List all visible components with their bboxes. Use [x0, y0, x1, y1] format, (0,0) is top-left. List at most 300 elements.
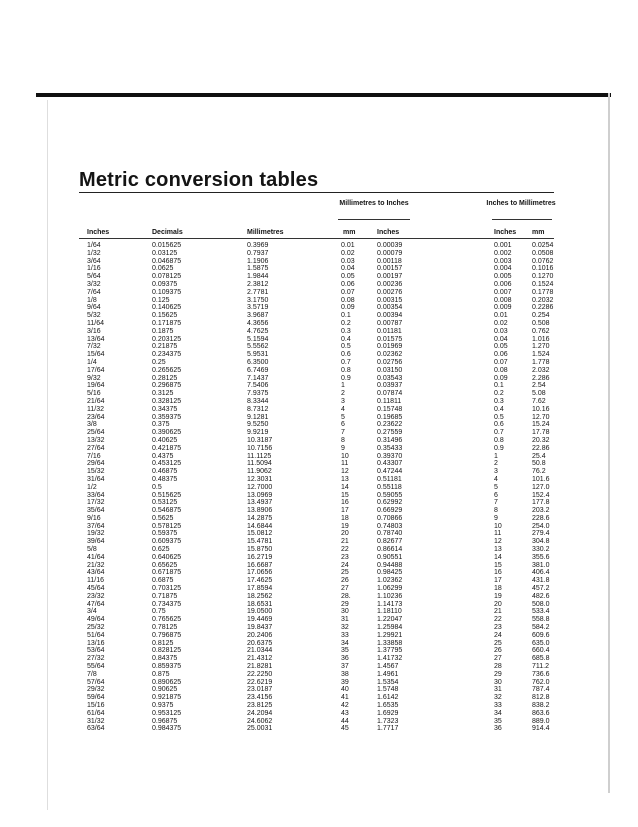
table-cell: 0.4 [341, 335, 351, 343]
table-cell: 7.1437 [247, 374, 269, 382]
table-cell: 1.02362 [377, 577, 403, 585]
table-cell: 0.00039 [377, 242, 403, 249]
table-cell: 1.6929 [377, 709, 399, 717]
table-cell: 19.4469 [247, 616, 273, 624]
table-cell: 13.0969 [247, 491, 273, 499]
table-cell: 0.640625 [152, 553, 182, 561]
table-cell: 5.9531 [247, 351, 269, 359]
table-cell: 0.890625 [152, 678, 182, 686]
table-cell: 0.00394 [377, 312, 403, 320]
table-cell: 43/64 [87, 569, 105, 577]
table-cell: 25/64 [87, 429, 105, 437]
table-cell: 304.8 [532, 538, 550, 546]
table-cell: 0.234375 [152, 351, 182, 359]
table-cell: 13/32 [87, 436, 105, 444]
table-cell: 7.9375 [247, 390, 269, 398]
table-cell: 45/64 [87, 585, 105, 593]
table-cell: 38 [341, 670, 349, 678]
table-cell: 0.921875 [152, 694, 182, 702]
table-cell: 14.2875 [247, 514, 273, 522]
table-cell: 24 [341, 561, 349, 569]
table-cell: 0.03150 [377, 366, 403, 374]
table-cell: 22.6219 [247, 678, 273, 686]
table-cell: 0.5 [494, 413, 504, 421]
table-cell: 17.4625 [247, 577, 273, 585]
table-cell: 0.94488 [377, 561, 403, 569]
table-cell: 431.8 [532, 577, 550, 585]
table-cell: 25.0031 [247, 725, 273, 733]
table-cell: 0.51181 [377, 475, 402, 483]
table-cell: 1.6142 [377, 694, 399, 702]
table-cell: 5/16 [87, 390, 101, 398]
table-cell: 0.0508 [532, 249, 554, 257]
table-cell: 9/16 [87, 514, 101, 522]
table-cell: 1 [494, 452, 498, 460]
table-cell: 19.8437 [247, 624, 273, 632]
table-cell: 39/64 [87, 538, 105, 546]
table-cell: 0.875 [152, 670, 170, 678]
table-cell: 17/32 [87, 499, 105, 507]
table-cell: 0.28125 [152, 374, 178, 382]
table-cell: 44 [341, 717, 349, 725]
table-cell: 0.508 [532, 319, 550, 327]
table-cell: 0.07 [341, 288, 355, 296]
table-cell: 127.0 [532, 483, 550, 491]
table-cell: 8.7312 [247, 405, 269, 413]
table-cell: 0.6 [494, 421, 504, 429]
table-cell: 1/16 [87, 265, 101, 273]
table-cell: 15/64 [87, 351, 105, 359]
table-cell: 20 [341, 530, 349, 538]
table-cell: 4.3656 [247, 319, 269, 327]
table-cell: 10 [494, 522, 502, 530]
header-mm-right: mm [532, 229, 545, 236]
col-millimetres [247, 242, 272, 733]
table-cell: 43 [341, 709, 349, 717]
table-cell: 27/32 [87, 655, 105, 663]
table-cell: 18.6531 [247, 600, 273, 608]
table-cell: 0.328125 [152, 397, 182, 405]
table-cell: 0.01 [341, 242, 355, 249]
table-cell: 0.48375 [152, 475, 178, 483]
table-cell: 27 [494, 655, 502, 663]
table-cell: 0.01575 [377, 335, 403, 343]
table-cell: 29 [341, 600, 349, 608]
table-cell: 12.70 [532, 413, 550, 421]
table-cell: 0.008 [494, 296, 512, 304]
table-cell: 15.0812 [247, 530, 273, 538]
table-cell: 4.7625 [247, 327, 269, 335]
table-cell: 6 [494, 491, 498, 499]
header-inches-mid: Inches [377, 229, 400, 236]
table-cell: 1/8 [87, 296, 97, 304]
table-cell: 2 [494, 460, 498, 468]
table-cell: 5.1594 [247, 335, 269, 343]
table-cell: 10 [341, 452, 349, 460]
table-cell: 0.40625 [152, 436, 178, 444]
table-cell: 7.5406 [247, 382, 269, 390]
table-cell: 13/64 [87, 335, 105, 343]
table-cell: 0.002 [494, 249, 512, 257]
table-cell: 20.6375 [247, 639, 273, 647]
table-cell: 9/32 [87, 374, 101, 382]
table-cell: 0.140625 [152, 304, 182, 312]
table-cell: 0.453125 [152, 460, 182, 468]
table-cell: 0.02 [494, 319, 508, 327]
table-cell: 177.8 [532, 499, 550, 507]
table-cell: 0.15625 [152, 312, 178, 320]
table-cell: 6 [341, 421, 345, 429]
table-cell: 10.16 [532, 405, 550, 413]
table-cell: 12.3031 [247, 475, 273, 483]
table-cell: 7/8 [87, 670, 97, 678]
table-cell: 14 [341, 483, 349, 491]
table-cell: 20.32 [532, 436, 550, 444]
table-cell: 12 [341, 468, 349, 476]
table-cell: 19.0500 [247, 608, 273, 616]
table-cell: 2.032 [532, 366, 550, 374]
table-cell: 31 [494, 686, 502, 694]
table-cell: 11.1125 [247, 452, 272, 460]
table-cell: 0.762 [532, 327, 550, 335]
table-cell: 9.5250 [247, 421, 269, 429]
table-cell: 0.546875 [152, 507, 182, 515]
table-cell: 0.75 [152, 608, 166, 616]
table-cell: 0.98425 [377, 569, 403, 577]
title-rule [79, 192, 554, 193]
table-cell: 0.96875 [152, 717, 178, 725]
table-cell: 0.1 [341, 312, 351, 320]
table-cell: 16.6687 [247, 561, 273, 569]
table-cell: 3/16 [87, 327, 101, 335]
table-cell: 0.171875 [152, 319, 182, 327]
table-cell: 16.2719 [247, 553, 273, 561]
table-cell: 0.8 [341, 366, 351, 374]
table-cell: 0.35433 [377, 444, 403, 452]
table-cell: 1.4961 [377, 670, 399, 678]
page-top-rule [36, 93, 611, 97]
table-cell: 31/64 [87, 475, 105, 483]
table-cell: 0.43307 [377, 460, 403, 468]
table-cell: 0.109375 [152, 288, 182, 296]
table-cell: 25.4 [532, 452, 546, 460]
table-cell: 0.7937 [247, 249, 269, 257]
table-cell: 22 [494, 616, 502, 624]
table-cell: 17 [494, 577, 502, 585]
table-cell: 0.3 [341, 327, 351, 335]
table-cell: 11.5094 [247, 460, 272, 468]
table-cell: 2.7781 [247, 288, 269, 296]
table-cell: 25 [494, 639, 502, 647]
table-cell: 28 [494, 663, 502, 671]
table-cell: 19 [341, 522, 349, 530]
table-cell: 0.046875 [152, 257, 182, 265]
table-cell: 1.5748 [377, 686, 399, 694]
table-cell: 0.31496 [377, 436, 403, 444]
table-cell: 0.984375 [152, 725, 182, 733]
table-cell: 24.2094 [247, 709, 273, 717]
table-cell: 0.03125 [152, 249, 178, 257]
table-cell: 0.34375 [152, 405, 178, 413]
table-cell: 1.37795 [377, 647, 403, 655]
table-cell: 0.90551 [377, 553, 403, 561]
table-cell: 17/64 [87, 366, 105, 374]
table-cell: 0.609375 [152, 538, 182, 546]
col-decimals [152, 242, 181, 733]
page-title: Metric conversion tables [79, 169, 319, 191]
table-cell: 17.78 [532, 429, 550, 437]
table-cell: 0.19685 [377, 413, 403, 421]
table-cell: 21/32 [87, 561, 105, 569]
table-cell: 0.9 [494, 444, 504, 452]
table-cell: 863.6 [532, 709, 550, 717]
table-cell: 50.8 [532, 460, 546, 468]
page-right-edge [608, 93, 610, 793]
table-cell: 23/32 [87, 592, 105, 600]
table-cell: 508.0 [532, 600, 550, 608]
table-cell: 19 [494, 592, 502, 600]
table-cell: 0.001 [494, 242, 512, 249]
table-cell: 6.7469 [247, 366, 269, 374]
table-cell: 0.09 [341, 304, 355, 312]
table-cell: 23.0187 [247, 686, 273, 694]
table-cell: 0.796875 [152, 631, 182, 639]
table-cell: 0.07 [494, 358, 508, 366]
table-cell: 15 [494, 561, 502, 569]
table-cell: 0.55118 [377, 483, 402, 491]
table-cell: 11/16 [87, 577, 104, 585]
table-cell: 13/16 [87, 639, 105, 647]
table-cell: 1.06299 [377, 585, 403, 593]
table-cell: 12.7000 [247, 483, 273, 491]
table-cell: 1 [341, 382, 345, 390]
table-cell: 5/8 [87, 546, 97, 554]
table-cell: 0.671875 [152, 569, 182, 577]
table-cell: 2.54 [532, 382, 546, 390]
table-cell: 0.08 [341, 296, 355, 304]
table-cell: 1.18110 [377, 608, 402, 616]
table-cell: 24.6062 [247, 717, 273, 725]
table-cell: 20 [494, 600, 502, 608]
table-cell: 0.78125 [152, 624, 178, 632]
table-cell: 0.4375 [152, 452, 174, 460]
table-cell: 0.03 [494, 327, 508, 335]
table-cell: 31/32 [87, 717, 105, 725]
table-cell: 0.078125 [152, 273, 182, 281]
table-cell: 11 [341, 460, 349, 468]
table-cell: 457.2 [532, 585, 550, 593]
table-cell: 1.14173 [377, 600, 403, 608]
table-cell: 30 [494, 678, 502, 686]
table-cell: 21.4312 [247, 655, 273, 663]
table-cell: 18.2562 [247, 592, 273, 600]
table-cell: 0.01 [494, 312, 508, 320]
table-cell: 0.78740 [377, 530, 403, 538]
table-cell: 8 [341, 436, 345, 444]
table-cell: 21 [341, 538, 349, 546]
table-cell: 51/64 [87, 631, 105, 639]
table-cell: 1.41732 [377, 655, 403, 663]
table-cell: 63/64 [87, 725, 105, 733]
table-cell: 0.06 [494, 351, 508, 359]
header-rule [79, 238, 554, 239]
table-cell: 0.006 [494, 280, 512, 288]
table-cell: 15 [341, 491, 349, 499]
table-cell: 0.375 [152, 421, 170, 429]
table-cell: 0.2 [494, 390, 504, 398]
table-cell: 0.03543 [377, 374, 403, 382]
table-cell: 0.71875 [152, 592, 178, 600]
col-mm-values [341, 242, 355, 733]
table-cell: 0.02362 [377, 351, 403, 359]
group-rule-inches-to-mm [492, 219, 552, 220]
table-cell: 203.2 [532, 507, 550, 515]
table-cell: 11/64 [87, 319, 104, 327]
table-cell: 33/64 [87, 491, 105, 499]
header-millimetres: Millimetres [247, 229, 284, 236]
table-cell: 762.0 [532, 678, 550, 686]
table-cell: 0.009 [494, 304, 512, 312]
table-cell: 0.265625 [152, 366, 182, 374]
table-cell: 101.6 [532, 475, 550, 483]
table-cell: 8 [494, 507, 498, 515]
table-cell: 0.734375 [152, 600, 182, 608]
table-cell: 76.2 [532, 468, 546, 476]
table-cell: 0.296875 [152, 382, 182, 390]
table-cell: 228.6 [532, 514, 550, 522]
table-cell: 0.1875 [152, 327, 174, 335]
table-cell: 0.007 [494, 288, 512, 296]
table-cell: 0.03937 [377, 382, 403, 390]
table-cell: 0.09375 [152, 280, 178, 288]
table-cell: 36 [341, 655, 349, 663]
table-cell: 5 [341, 413, 345, 421]
col-fraction-inches [87, 242, 105, 733]
table-cell: 1.524 [532, 351, 550, 359]
table-cell: 0.6875 [152, 577, 174, 585]
table-cell: 15/32 [87, 468, 105, 476]
table-cell: 1.016 [532, 335, 550, 343]
table-cell: 14.6844 [247, 522, 273, 530]
table-cell: 0.04 [341, 265, 355, 273]
table-cell: 635.0 [532, 639, 550, 647]
table-cell: 0.390625 [152, 429, 182, 437]
table-cell: 838.2 [532, 702, 550, 710]
table-cell: 0.4 [494, 405, 504, 413]
table-cell: 152.4 [532, 491, 550, 499]
table-cell: 0.015625 [152, 242, 182, 249]
table-cell: 7 [494, 499, 498, 507]
table-cell: 0.62992 [377, 499, 403, 507]
table-cell: 19/32 [87, 530, 105, 538]
table-cell: 1/64 [87, 242, 101, 249]
group-header-inches-to-mm: Inches to Millimetres [486, 200, 556, 207]
table-cell: 330.2 [532, 546, 550, 554]
table-cell: 0.703125 [152, 585, 182, 593]
table-cell: 32 [494, 694, 502, 702]
table-cell: 0.7 [341, 358, 351, 366]
table-cell: 1.9844 [247, 273, 269, 281]
table-cell: 59/64 [87, 694, 105, 702]
table-cell: 1.1906 [247, 257, 269, 265]
page-left-edge [47, 100, 48, 810]
table-cell: 22 [341, 546, 349, 554]
table-cell: 33 [494, 702, 502, 710]
table-cell: 33 [341, 631, 349, 639]
table-cell: 22.86 [532, 444, 550, 452]
table-cell: 1.33858 [377, 639, 403, 647]
table-cell: 1.5875 [247, 265, 269, 273]
table-cell: 0.125 [152, 296, 170, 304]
table-cell: 0.70866 [377, 514, 403, 522]
table-cell: 27/64 [87, 444, 105, 452]
table-cell: 15.24 [532, 421, 550, 429]
table-cell: 3/8 [87, 421, 97, 429]
table-cell: 3/4 [87, 608, 97, 616]
table-cell: 23.8125 [247, 702, 273, 710]
table-cell: 11 [494, 530, 502, 538]
table-cell: 0.59375 [152, 530, 178, 538]
table-cell: 49/64 [87, 616, 105, 624]
table-cell: 0.9375 [152, 702, 174, 710]
group-rule-mm-to-inches [338, 219, 410, 220]
table-cell: 0.46875 [152, 468, 178, 476]
table-cell: 15/16 [87, 702, 105, 710]
table-cell: 16 [494, 569, 502, 577]
table-cell: 0.0625 [152, 265, 174, 273]
col-inch-equivalents [377, 242, 402, 733]
table-cell: 61/64 [87, 709, 105, 717]
table-cell: 45 [341, 725, 349, 733]
table-cell: 0.09 [494, 374, 508, 382]
table-cell: 0.03 [341, 257, 355, 265]
table-cell: 1/2 [87, 483, 97, 491]
table-cell: 13 [494, 546, 502, 554]
table-cell: 13.4937 [247, 499, 273, 507]
table-cell: 24 [494, 631, 502, 639]
table-cell: 0.421875 [152, 444, 182, 452]
table-cell: 0.65625 [152, 561, 178, 569]
table-cell: 0.39370 [377, 452, 403, 460]
table-cell: 57/64 [87, 678, 105, 686]
table-cell: 254.0 [532, 522, 550, 530]
table-cell: 2.286 [532, 374, 550, 382]
table-cell: 29 [494, 670, 502, 678]
table-cell: 0.5625 [152, 514, 174, 522]
table-cell: 0.515625 [152, 491, 182, 499]
table-cell: 21 [494, 608, 502, 616]
table-cell: 34 [341, 639, 349, 647]
table-cell: 0.0254 [532, 242, 554, 249]
table-cell: 0.82677 [377, 538, 403, 546]
table-cell: 0.21875 [152, 343, 178, 351]
table-cell: 21.8281 [247, 663, 273, 671]
table-cell: 0.254 [532, 312, 550, 320]
table-cell: 3 [341, 397, 345, 405]
table-cell: 23/64 [87, 413, 105, 421]
table-cell: 812.8 [532, 694, 550, 702]
table-cell: 0.00157 [377, 265, 403, 273]
table-cell: 7/32 [87, 343, 101, 351]
table-cell: 1.6535 [377, 702, 399, 710]
table-cell: 0.00118 [377, 257, 402, 265]
header-mm-left: mm [343, 229, 356, 236]
table-cell: 889.0 [532, 717, 550, 725]
table-cell: 26 [494, 647, 502, 655]
group-header-mm-to-inches: Millimetres to Inches [339, 200, 409, 207]
table-cell: 11/32 [87, 405, 104, 413]
table-cell: 26 [341, 577, 349, 585]
